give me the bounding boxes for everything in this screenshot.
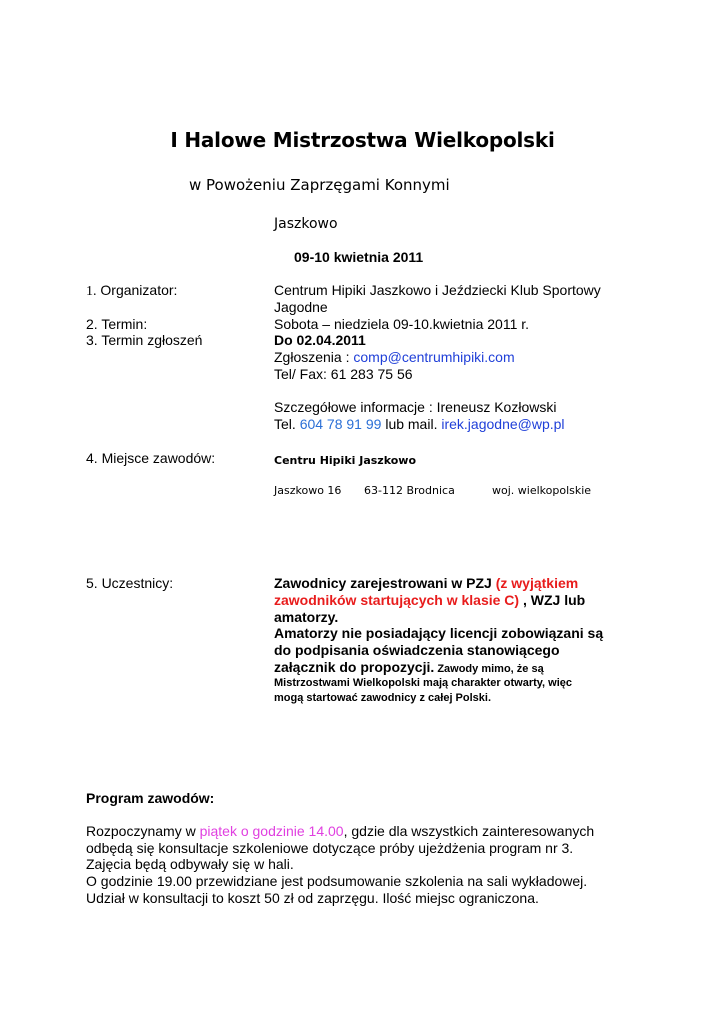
participants-line2-text: , WZJ lub [519,592,586,608]
venue-postcode: 63-112 Brodnica [364,484,455,497]
program-start-time: piątek o godzinie 14.00 [199,823,344,839]
entries-prefix: Zgłoszenia : [274,349,354,365]
participants-exception-start: (z wyjątkiem [495,575,579,591]
event-place: Jaszkowo [274,216,338,232]
participants-line6-big: załącznik do propozycji. [274,659,435,675]
program-line1-suffix: , gdzie dla wszystkich zainteresowanych [343,823,595,839]
participants-line8: mogą startować zawodnicy z całej Polski. [274,692,492,704]
participants-label: 5. Uczestnicy: [86,575,174,591]
venue-region: woj. wielkopolskie [492,484,592,497]
participants-line1-text: Zawodnicy zarejestrowani w PZJ [274,575,496,591]
program-line1-prefix: Rozpoczynamy w [86,823,200,839]
participants-line5: do podpisania oświadczenia stanowiącego [274,642,560,658]
term-label: 2. Termin: [86,316,148,332]
details-contact: Szczegółowe informacje : Ireneusz Kozłowski [274,399,557,415]
program-line2: odbędą się konsultacje szkoleniowe dotyczące próby ujeżdżenia program nr 3. [86,840,574,856]
participants-line2 [274,592,585,609]
venue-street: Jaszkowo 16 [274,484,342,497]
entries-email-link[interactable]: comp@centrumhipiki.com [353,349,515,365]
program-heading: Program zawodów: [86,790,215,806]
event-date: 09-10 kwietnia 2011 [294,249,424,265]
deadline-label: 3. Termin zgłoszeń [86,332,203,348]
contact-line [274,416,565,433]
participants-line7: Mistrzostwami Wielkopolski mają charakter otwarty, więc [274,677,573,689]
venue-name: Centru Hipiki Jaszkowo [274,454,417,467]
organizer-line1: Centrum Hipiki Jaszkowo i Jeździecki Klub Sportowy [274,282,601,298]
participants-line3: amatorzy. [274,609,339,625]
participants-line1 [274,575,578,592]
program-line5: Udział w konsultacji to koszt 50 zł od zaprzęgu. Ilość miejsc ograniczona. [86,890,539,906]
participants-exception-end: zawodników startujących w klasie C) [274,592,520,608]
participants-line6-small: Zawody mimo, że są [434,663,544,675]
document-title: I Halowe Mistrzostwa Wielkopolski [170,128,555,152]
program-line4: O godzinie 19.00 przewidziane jest podsumowanie szkolenia na sali wykładowej. [86,873,588,889]
document-subtitle: w Powożeniu Zaprzęgami Konnymi [189,176,450,194]
term-value: Sobota – niedziela 09-10.kwietnia 2011 r. [274,316,530,332]
program-line3: Zajęcia będą odbywały się w hali. [86,856,294,872]
deadline-value: Do 02.04.2011 [274,332,366,348]
organizer-line2: Jagodne [274,299,328,315]
organizer-label-text: Organizator: [96,282,178,298]
organizer-label-number: 1. [86,284,97,299]
venue-label: 4. Miejsce zawodów: [86,450,216,466]
tel-prefix: Tel. [274,416,300,432]
mail-prefix: lub mail. [381,416,442,432]
entries-line [274,349,515,366]
telfax: Tel/ Fax: 61 283 75 56 [274,366,413,382]
contact-email-link[interactable]: irek.jagodne@wp.pl [441,416,565,432]
program-line1 [86,823,594,840]
phone-link[interactable]: 604 78 91 99 [299,416,382,432]
organizer-label [86,282,177,300]
participants-line4: Amatorzy nie posiadający licencji zobowiązani są [274,625,604,641]
